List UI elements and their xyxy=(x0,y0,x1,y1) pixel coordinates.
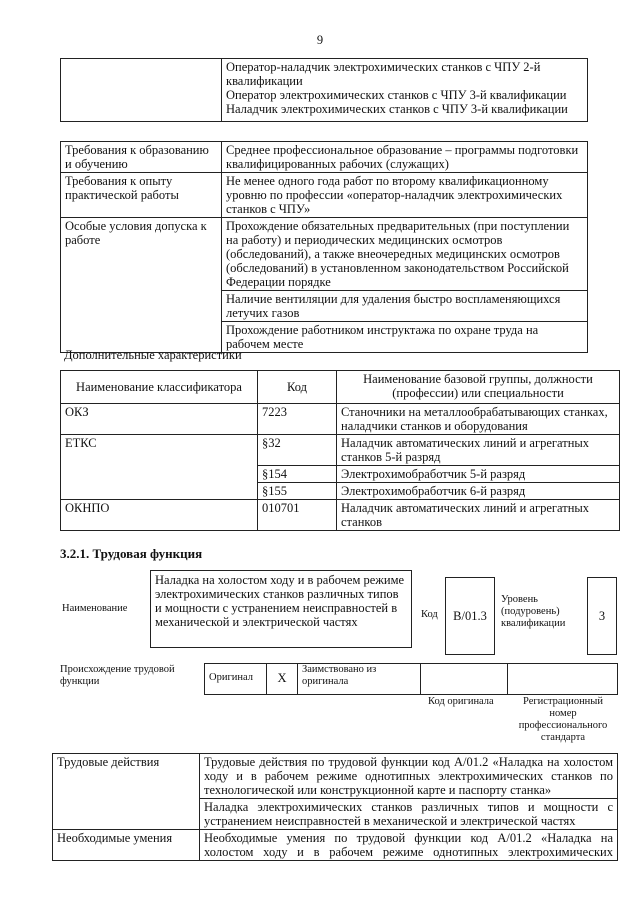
classifier-table xyxy=(60,370,620,531)
experience-value: Не менее одного года работ по второму квалификационному уровню по профессии «оператор-наладчик электрохимических станков с ЧПУ» xyxy=(222,173,588,218)
origin-code-cell xyxy=(420,663,508,695)
classifier-row-name: ОКЗ xyxy=(61,404,258,435)
qualification-line: Наладчик электрохимических станков с ЧПУ 3-й квалификации xyxy=(226,102,568,116)
classifier-row-name: ЕТКС xyxy=(61,435,258,500)
classifier-row-title: Станочники на металлообрабатывающих станках, наладчики станков и оборудования xyxy=(337,404,620,435)
origin-borrowed: Заимствовано из оригинала xyxy=(302,664,377,687)
skills-label: Необходимые умения xyxy=(53,830,200,861)
classifier-header-name: Наименование классификатора xyxy=(61,371,258,404)
classifier-header-title: Наименование базовой группы, должности (профессии) или специальности xyxy=(337,371,620,404)
qualification-line: квалификации xyxy=(226,74,303,88)
classifier-row-code: §32 xyxy=(258,435,337,466)
function-level-label: Уровень (подуровень) квалификации xyxy=(501,594,566,629)
function-level-value: 3 xyxy=(587,577,617,655)
classifier-row-name: ОКНПО xyxy=(61,500,258,531)
admission-item: Прохождение обязательных предварительных (при поступлении на работу) и периодических медицинских осмотров (обследований), а также внеочередных медицинских осмотров (обследований) в установленном законодательством Российской Федерации порядке xyxy=(222,218,588,291)
origin-label: Происхождение трудовой функции xyxy=(60,664,175,687)
page-number: 9 xyxy=(316,33,324,47)
function-name-label: Наименование xyxy=(62,603,128,614)
classifier-header-code: Код xyxy=(258,371,337,404)
origin-code-caption: Код оригинала xyxy=(428,696,494,707)
qualification-line: Оператор электрохимических станков с ЧПУ 3-й квалификации xyxy=(226,88,567,102)
education-value: Среднее профессиональное образование – программы подготовки квалифицированных рабочих (служащих) xyxy=(222,142,588,173)
origin-reg-caption: Регистрационный номер профессионального стандарта xyxy=(518,696,608,743)
requirements-table xyxy=(60,141,588,353)
classifier-row-title: Наладчик автоматических линий и агрегатных станков 5-й разряд xyxy=(337,435,620,466)
origin-mark: X xyxy=(266,663,298,695)
classifier-row-code: 010701 xyxy=(258,500,337,531)
function-name-value: Наладка на холостом ходу и в рабочем режиме электрохимических станков различных типов и мощности с устранением неисправностей в механической и электрической частях xyxy=(150,570,412,648)
actions-table xyxy=(52,753,618,861)
function-code-label: Код xyxy=(421,609,438,620)
origin-original: Оригинал xyxy=(209,672,253,683)
qualification-list-table xyxy=(60,58,588,122)
classifier-row-title: Наладчик автоматических линий и агрегатных станков xyxy=(337,500,620,531)
empty-cell xyxy=(61,59,222,122)
admission-label: Особые условия допуска к работе xyxy=(61,218,222,353)
experience-label: Требования к опыту практической работы xyxy=(61,173,222,218)
actions-label: Трудовые действия xyxy=(53,754,200,830)
function-heading: 3.2.1. Трудовая функция xyxy=(60,546,203,561)
additional-title: Дополнительные характеристики xyxy=(64,348,242,362)
admission-item: Наличие вентиляции для удаления быстро воспламеняющихся летучих газов xyxy=(222,291,588,322)
qualification-list-cell xyxy=(222,59,588,122)
classifier-row-code: §155 xyxy=(258,483,337,500)
qualification-line: Оператор-наладчик электрохимических станков с ЧПУ 2-й xyxy=(226,60,541,74)
function-code-value: B/01.3 xyxy=(445,577,495,655)
action-item: Трудовые действия по трудовой функции код A/01.2 «Наладка на холостом ходу и в рабочем режиме однотипных электрохимических станков по технологической или конструкционной карте и паспорту станка» xyxy=(200,754,618,799)
admission-item: Прохождение работником инструктажа по охране труда на рабочем месте xyxy=(222,322,588,353)
classifier-row-title: Электрохимобработчик 5-й разряд xyxy=(337,466,620,483)
classifier-row-title: Электрохимобработчик 6-й разряд xyxy=(337,483,620,500)
skill-item: Необходимые умения по трудовой функции код A/01.2 «Наладка на холостом ходу и в рабочем режиме однотипных электрохимических xyxy=(200,830,618,861)
education-label: Требования к образованию и обучению xyxy=(61,142,222,173)
action-item: Наладка электрохимических станков различных типов и мощности с устранением неисправностей в механической и электрической частях xyxy=(200,799,618,830)
classifier-row-code: 7223 xyxy=(258,404,337,435)
classifier-row-code: §154 xyxy=(258,466,337,483)
